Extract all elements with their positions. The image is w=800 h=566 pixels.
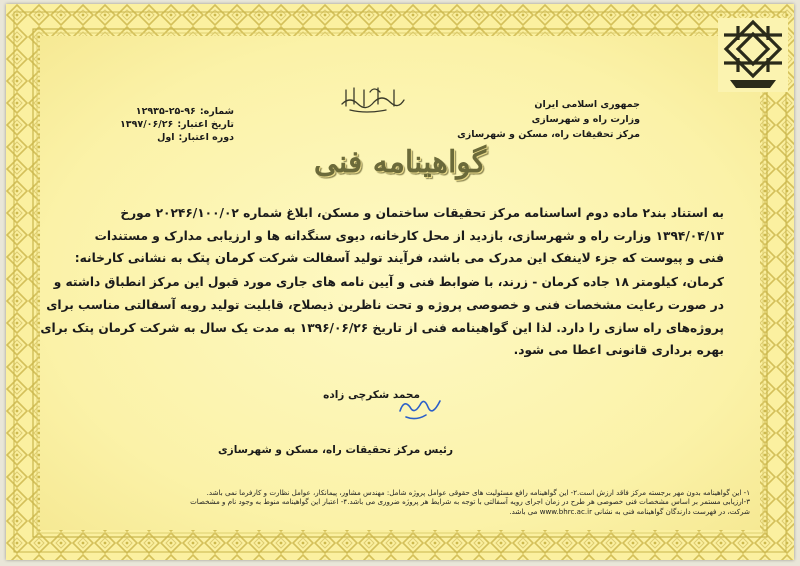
certificate-meta	[84, 105, 234, 144]
body-text: فنی و پیوست که جزء لاینفک این مدرک می باشد، فرآیند تولید آسفالت شرکت	[258, 251, 724, 266]
signatory-title: رئیس مرکز تحقیقات راه، مسکن و شهرسازی	[218, 444, 453, 456]
period-label: دوره اعتبار:	[178, 132, 234, 143]
body-line	[72, 247, 724, 271]
body-line: به استناد بند۲ ماده دوم اساسنامه مرکز تحقیقات ساختمان و مسکن، ابلاغ شماره ۲۰۲۴۶/۱۰۰/۰۲ مورخ	[120, 206, 724, 220]
number-row	[84, 105, 234, 118]
footer-line: شرکت، در فهرست دارندگان گواهینامه فنی به نشانی www.bhrc.ac.ir می باشد.	[509, 506, 750, 516]
period-value: اول	[157, 132, 175, 143]
body-line: بهره برداری قانونی اعطا می شود.	[513, 343, 724, 358]
number-value: ۱۲۹۳۵-۲۵-۹۶	[135, 106, 196, 117]
certificate-body	[40, 202, 724, 362]
issuer-header	[457, 97, 640, 142]
bismillah-calligraphy-icon	[336, 82, 408, 116]
body-line: ۱۳۹۴/۰۴/۱۳ وزارت راه و شهرسازی، بازدید از محل کارخانه، دیوی سنگدانه ها و ارزیابی مدارک و مستندات	[94, 228, 724, 243]
handwritten-signature-icon	[396, 393, 444, 423]
certificate-title: گواهینامه فنی	[313, 145, 487, 180]
ministry-line: وزارت راه و شهرسازی	[531, 114, 640, 125]
footer-notes	[48, 488, 750, 516]
body-line: پروژه‌های راه سازی را دارد. لذا این گواهینامه فنی از تاریخ ۱۳۹۶/۰۶/۲۶ به مدت یک سال به شرکت کرمان پتک برای	[40, 320, 724, 335]
signatory-name: محمد شکرچی زاده	[323, 389, 420, 401]
center-line: مرکز تحقیقات راه، مسکن و شهرسازی	[457, 129, 640, 140]
body-line: کرمان، کیلومتر ۱۸ جاده کرمان - زرند، با ضوابط فنی و آیین نامه های جاری مورد قبول این مرکز انطباق داشته و	[53, 275, 724, 290]
footer-line: ۳-ارزیابی مستمر بر اساس مشخصات فنی خصوصی هر طرح در زمان اجرای رویه آسفالتی با توجه به شرایط هر پروژه ضروری می باشد.۴- اعتبار این گواهینامه منوط به وجود نام و مشخصات	[190, 497, 750, 507]
body-text: به نشانی کارخانه:	[74, 251, 183, 266]
valid-date-row	[84, 118, 234, 131]
bhrc-emblem-icon	[718, 18, 788, 92]
company-name: کرمان پتک	[186, 251, 255, 267]
valid-date-label: تاریخ اعتبار:	[177, 119, 234, 130]
number-label: شماره:	[199, 106, 234, 117]
period-row	[84, 131, 234, 144]
country-line: جمهوری اسلامی ایران	[534, 99, 640, 110]
footer-line: ۱- این گواهینامه بدون مهر برجسته مرکز فاقد ارزش است.۲- این گواهینامه رافع مسئولیت های حقوقی عوامل پروژه شامل: مهندس مشاور، پیمانکار، عوامل نظارت و کارفرما نمی باشد.	[206, 488, 750, 497]
valid-date-value: ۱۳۹۷/۰۶/۲۶	[120, 119, 174, 130]
body-line: در صورت رعایت مشخصات فنی و خصوصی پروژه و تحت ناظرین ذیصلاح، قابلیت تولید رویه آسفالتی مناسب برای	[46, 297, 724, 312]
